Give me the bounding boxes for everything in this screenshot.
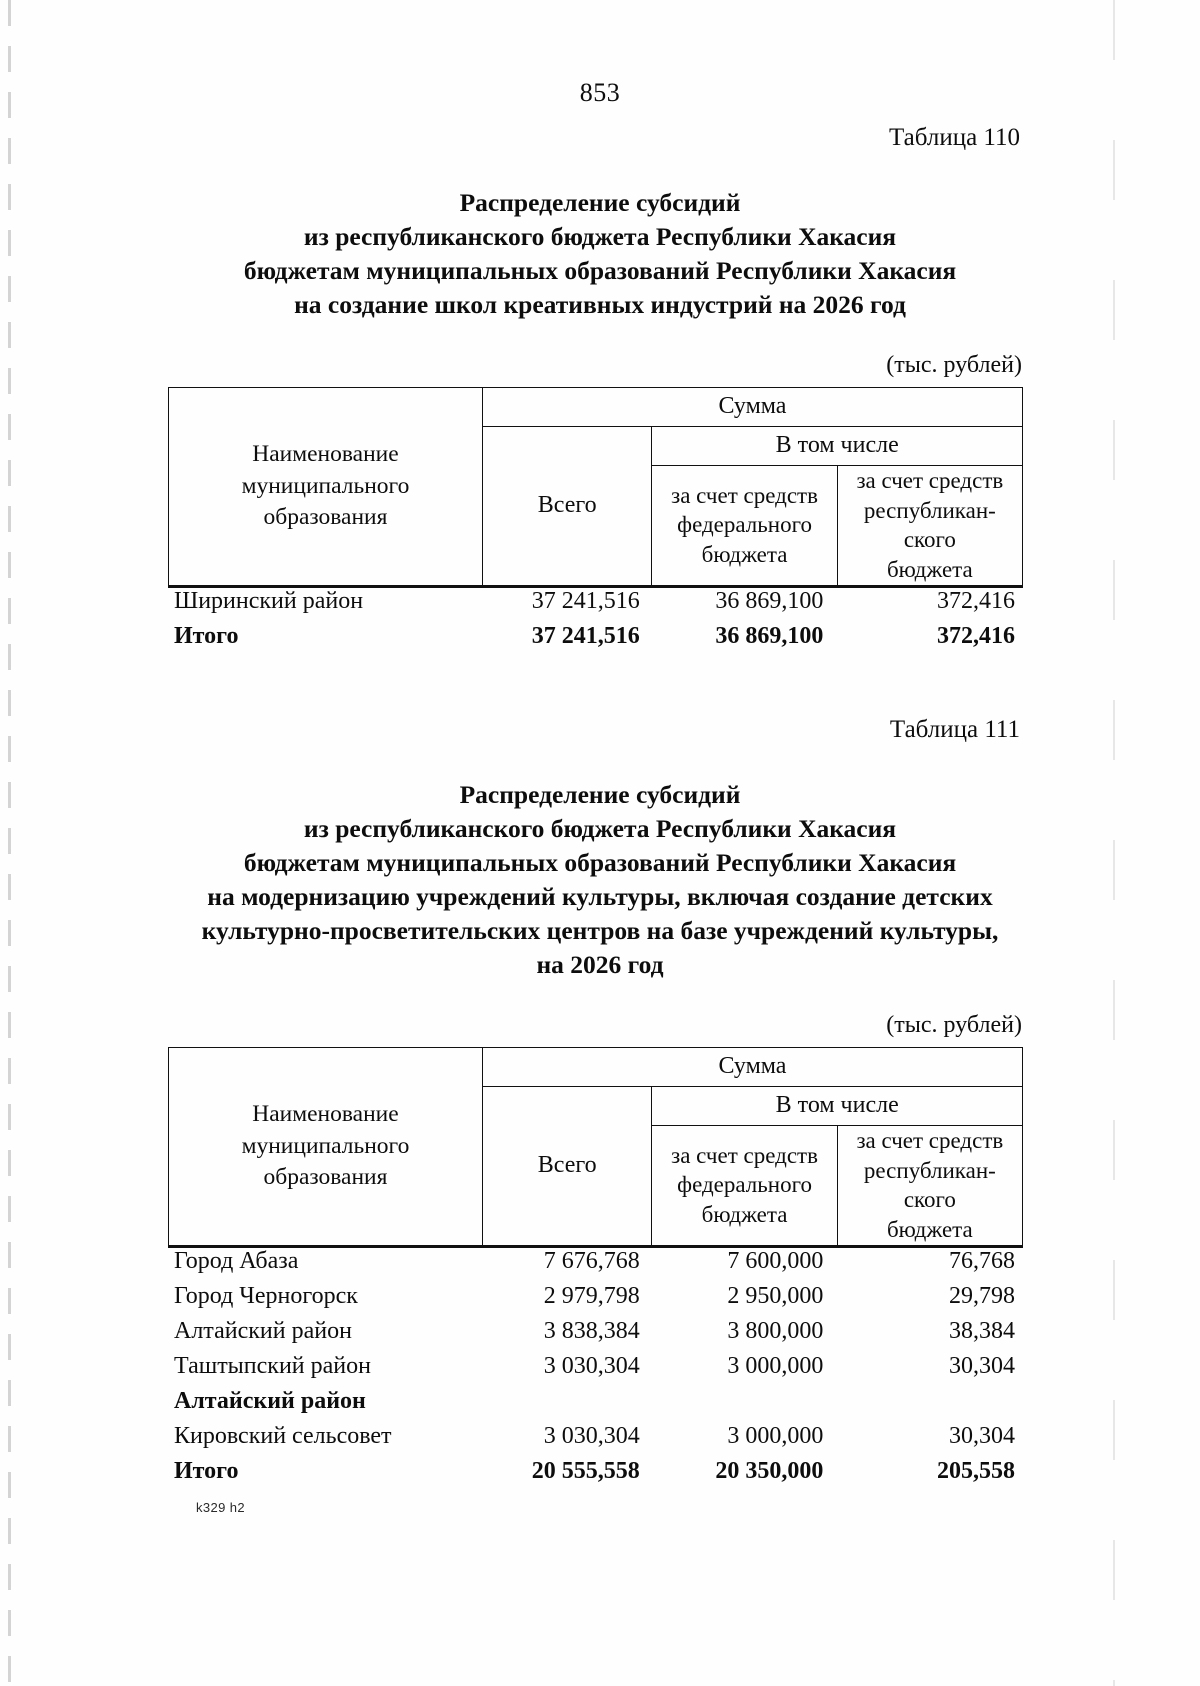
cell-total: 2 979,798 [543, 1283, 640, 1310]
table-title-111 [0, 778, 1200, 981]
cell-republican: 30,304 [948, 1353, 1015, 1380]
cell-republican: 372,416 [936, 623, 1015, 650]
table-caption-110: Таблица 110 [889, 124, 1020, 151]
cell-name: Итого [174, 1458, 239, 1485]
table-row [168, 588, 1023, 623]
title-line: Распределение субсидий [459, 188, 741, 217]
title-line: культурно-просветительских центров на базе учреждений культуры, [201, 915, 999, 945]
title-line: Распределение субсидий [459, 780, 741, 810]
col-header-line: бюджета [886, 1217, 973, 1243]
col-header-republican [837, 465, 1022, 586]
cell-republican: 38,384 [948, 1318, 1015, 1345]
table-row [168, 1318, 1023, 1353]
col-header-federal [652, 465, 837, 586]
cell-name: Алтайский район [174, 1388, 366, 1415]
table-110-header-wrap [0, 387, 1200, 587]
table-row [168, 1388, 1023, 1423]
col-header-inclusive: В том числе [652, 426, 1023, 465]
cell-total: 3 838,384 [543, 1318, 640, 1345]
table-111-body [168, 1246, 1023, 1493]
title-line: на модернизацию учреждений культуры, включая создание детских [207, 881, 993, 911]
col-header-line: федерального [677, 512, 812, 538]
table-row [168, 1458, 1023, 1493]
cell-republican: 205,558 [936, 1458, 1015, 1485]
col-header-line: ского [903, 527, 956, 553]
cell-name: Город Черногорск [174, 1283, 358, 1310]
footer-print-mark: k329 h2 [196, 1500, 246, 1515]
title-line: из республиканского бюджета Республики Хакасия [303, 221, 897, 251]
title-line: бюджетам муниципальных образований Республики Хакасия [243, 848, 957, 877]
cell-federal: 3 000,000 [727, 1353, 824, 1380]
cell-total: 7 676,768 [543, 1248, 640, 1275]
cell-republican: 372,416 [936, 588, 1015, 615]
col-header-sum: Сумма [482, 1047, 1022, 1086]
col-header-line: бюджета [886, 557, 973, 583]
table-111-header-wrap [0, 1047, 1200, 1247]
title-line: из республиканского бюджета Республики Хакасия [303, 814, 897, 844]
cell-federal: 36 869,100 [715, 623, 824, 650]
cell-republican: 30,304 [948, 1423, 1015, 1450]
units-label-110: (тыс. рублей) [886, 351, 1022, 378]
table-row [168, 1423, 1023, 1458]
cell-federal: 3 800,000 [727, 1318, 824, 1345]
table-row [168, 1248, 1023, 1283]
col-header-total: Всего [482, 426, 651, 586]
table-header-row [169, 387, 1023, 426]
units-label-111: (тыс. рублей) [886, 1011, 1022, 1038]
col-header-line: республикан- [863, 497, 996, 523]
table-title-110 [0, 186, 1200, 322]
page-number: 853 [579, 78, 621, 107]
table-row [168, 623, 1023, 658]
col-header-republican [837, 1125, 1022, 1246]
col-header-federal [652, 1125, 837, 1246]
cell-republican: 76,768 [948, 1248, 1015, 1275]
col-header-line: бюджета [701, 542, 788, 568]
cell-federal: 7 600,000 [727, 1248, 824, 1275]
col-header-line: муниципального [241, 472, 410, 499]
col-header-total: Всего [482, 1086, 651, 1246]
col-header-line: за счет средств [856, 1127, 1004, 1153]
title-line: на 2026 год [536, 949, 664, 979]
cell-name: Таштыпский район [174, 1353, 371, 1380]
title-line: на создание школ креативных индустрий на 2026 год [294, 289, 906, 319]
col-header-line: образования [263, 504, 388, 531]
col-header-line: за счет средств [856, 467, 1004, 493]
table-row [168, 1283, 1023, 1318]
col-header-line: ского [903, 1187, 956, 1213]
col-header-municipality [169, 1047, 483, 1246]
table-110-body [168, 586, 1023, 658]
col-header-line: Наименование [252, 441, 399, 468]
cell-name: Ширинский район [174, 588, 364, 615]
col-header-line: федерального [677, 1172, 812, 1198]
col-header-inclusive: В том числе [652, 1086, 1023, 1125]
col-header-sum: Сумма [482, 387, 1022, 426]
cell-name: Итого [174, 623, 239, 650]
col-header-line: за счет средств [671, 1142, 818, 1168]
title-line: бюджетам муниципальных образований Республики Хакасия [243, 255, 957, 285]
cell-federal: 36 869,100 [715, 588, 824, 615]
col-header-line: за счет средств [671, 482, 818, 508]
col-header-line: образования [263, 1164, 388, 1191]
cell-total: 20 555,558 [531, 1458, 640, 1485]
cell-total: 37 241,516 [531, 588, 640, 615]
col-header-line: республикан- [863, 1157, 996, 1183]
table-110-header [168, 387, 1023, 587]
cell-name: Алтайский район [174, 1318, 352, 1345]
col-header-line: бюджета [701, 1202, 788, 1228]
table-header-row [169, 1047, 1023, 1086]
col-header-line: муниципального [241, 1132, 410, 1159]
cell-republican: 29,798 [948, 1283, 1015, 1310]
cell-total: 3 030,304 [543, 1353, 640, 1380]
cell-total: 37 241,516 [531, 623, 640, 650]
table-caption-111: Таблица 111 [889, 716, 1020, 744]
cell-total: 3 030,304 [543, 1423, 640, 1450]
cell-federal: 3 000,000 [727, 1423, 824, 1450]
table-row [168, 1353, 1023, 1388]
col-header-municipality [169, 387, 483, 586]
col-header-line: Наименование [252, 1101, 399, 1128]
cell-name: Город Абаза [174, 1248, 299, 1275]
cell-name: Кировский сельсовет [174, 1423, 392, 1450]
cell-federal: 2 950,000 [727, 1283, 824, 1310]
cell-federal: 20 350,000 [715, 1458, 824, 1485]
table-111-header [168, 1047, 1023, 1247]
